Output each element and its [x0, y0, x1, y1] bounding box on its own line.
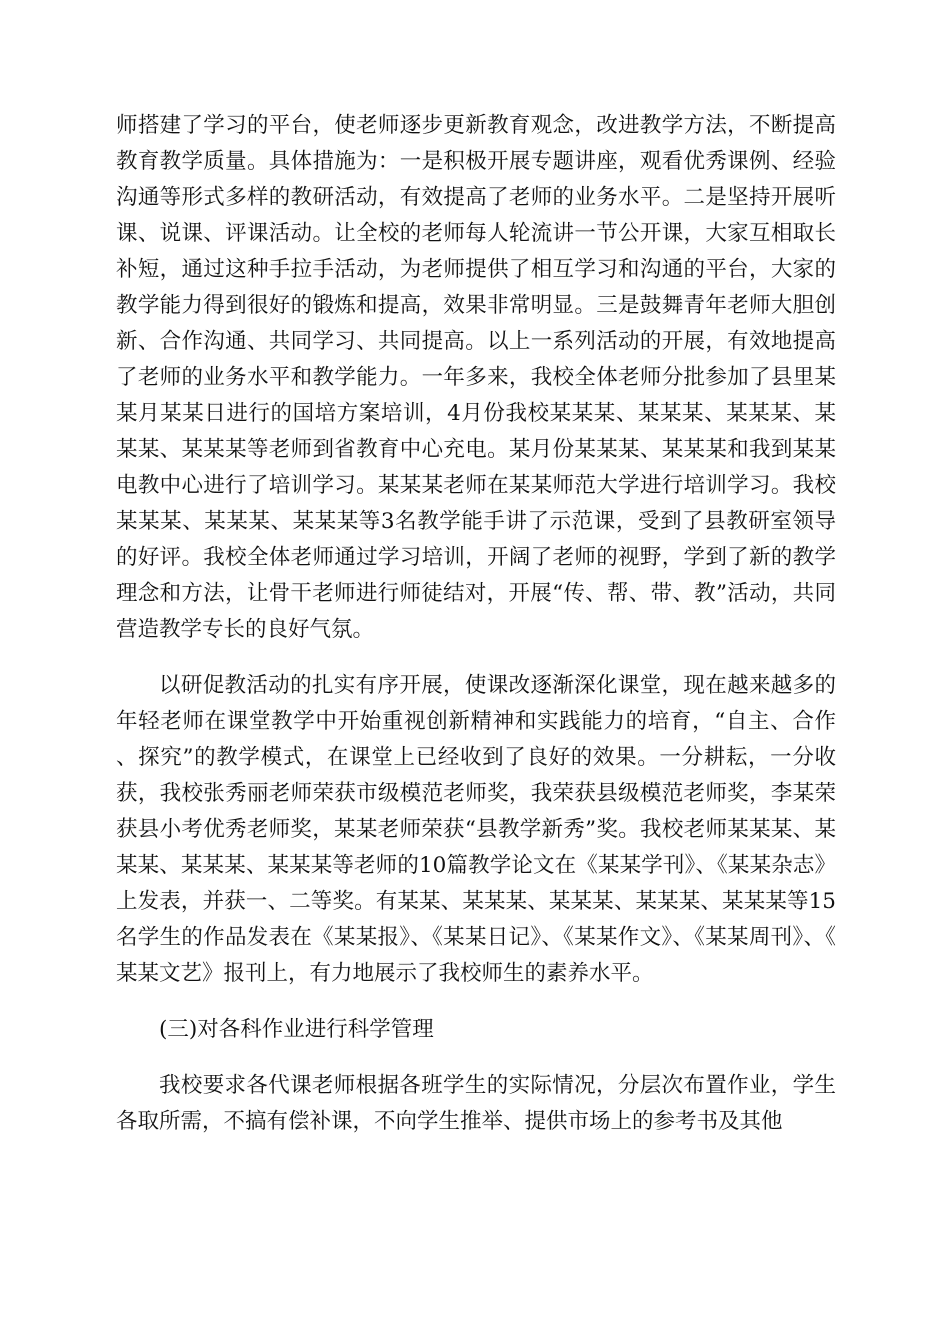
paragraph-teacher-training: 师搭建了学习的平台，使老师逐步更新教育观念，改进教学方法，不断提高教育教学质量。具体措施为：一是积极开展专题讲座，观看优秀课例、经验沟通等形式多样的教研活动，有效提高了老师的业务水平。二是坚持开展听课、说课、评课活动。让全校的老师每人轮流讲一节公开课，大家互相取长补短，通过这种手拉手活动，为老师提供了相互学习和沟通的平台，大家的教学能力得到很好的锻炼和提高，效果非常明显。三是鼓舞青年老师大胆创新、合作沟通、共同学习、共同提高。以上一系列活动的开展，有效地提高了老师的业务水平和教学能力。一年多来，我校全体老师分批参加了县里某某月某某日进行的国培方案培训，4月份我校某某某、某某某、某某某、某某某、某某某等老师到省教育中心充电。某月份某某某、某某某和我到某某电教中心进行了培训学习。某某某老师在某某师范大学进行培训学习。我校某某某、某某某、某某某等3名教学能手讲了示范课，受到了县教研室领导的好评。我校全体老师通过学习培训，开阔了老师的视野，学到了新的教学理念和方法，让骨干老师进行师徒结对，开展“传、帮、带、教”活动，共同营造教学专长的良好气氛。 — [116, 113, 836, 642]
section-heading-homework-management: (三)对各科作业进行科学管理 — [159, 1017, 434, 1042]
paragraph-research-achievements: 以研促教活动的扎实有序开展，使课改逐渐深化课堂，现在越来越多的年轻老师在课堂教学中开始重视创新精神和实践能力的培育，“自主、合作、探究”的教学模式，在课堂上已经收到了良好的效果。一分耕耘，一分收获，我校张秀丽老师荣获市级模范老师奖，我荣获县级模范老师奖，李某荣获县小考优秀老师奖，某某老师荣获“县教学新秀”奖。我校老师某某某、某某某、某某某、某某某等老师的10篇教学论文在《某某学刊》、《某某杂志》上发表，并获一、二等奖。有某某、某某某、某某某、某某某、某某某等15名学生的作品发表在《某某报》、《某某日记》、《某某作文》、《某某周刊》、《某某文艺》报刊上，有力地展示了我校师生的素养水平。 — [116, 673, 836, 986]
paragraph-homework-requirements: 我校要求各代课老师根据各班学生的实际情况，分层次布置作业，学生各取所需，不搞有偿补课，不向学生推举、提供市场上的参考书及其他 — [116, 1073, 836, 1134]
document-body — [116, 108, 836, 1140]
